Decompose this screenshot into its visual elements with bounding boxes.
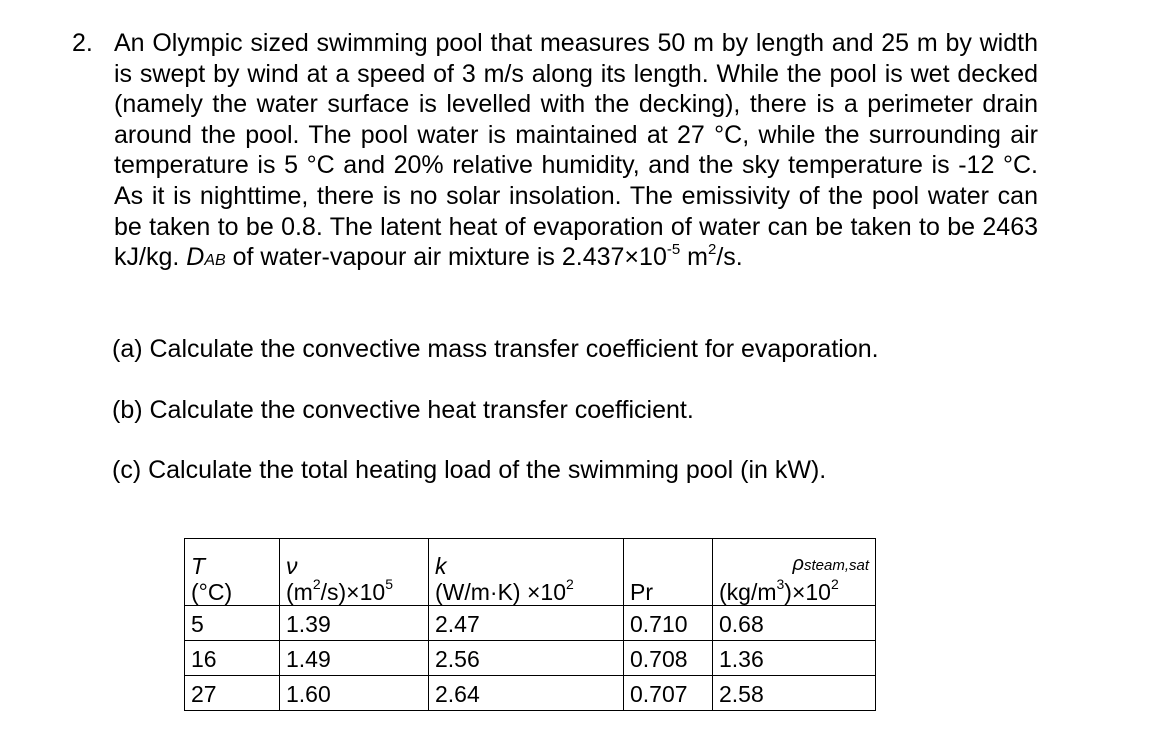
cell-temperature: 16 [185,641,280,676]
table-row [185,641,876,676]
question-parts [112,334,879,516]
problem-number: 2. [72,29,93,57]
cell-prandtl: 0.710 [624,606,713,641]
cell-viscosity: 1.49 [280,641,429,676]
question-part-c: (c) Calculate the total heating load of the swimming pool (in kW). [112,456,827,484]
diffusivity-symbol: DAB [186,243,226,272]
header-thermal-conductivity: k $(W/m\cdot K) \times 10^2$ [429,539,624,606]
table-row [185,606,876,641]
cell-density: 1.36 [713,641,876,676]
cell-conductivity: 2.47 [429,606,624,641]
question-part-a: (a) Calculate the convective mass transfer coefficient for evaporation. [112,335,879,363]
header-prandtl: Pr [624,539,713,606]
header-steam-density: ρsteam,sat $(kg/m^3)\times 10^2$ [713,539,876,606]
question-part-b: (b) Calculate the convective heat transfer coefficient. [112,395,694,424]
cell-temperature: 5 [185,606,280,641]
cell-density: 0.68 [713,606,876,641]
problem-2 [72,28,1038,273]
diffusivity-text: of water-vapour air mixture is 2.437×10 [225,243,667,272]
cell-conductivity: 2.56 [429,641,624,676]
property-table [184,538,876,711]
header-temperature: T (°C) [185,539,280,606]
cell-conductivity: 2.64 [429,676,624,711]
cell-temperature: 27 [185,676,280,711]
table-row [185,676,876,711]
problem-statement: An Olympic sized swimming pool that measures 50 m by length and 25 m by width is swept by wind at a speed of 3 m/s along its length. While the pool is wet decked (namely the water surface is levelled with the decking), there is a perimeter drain around the pool. The pool water is maintained at 27 °C, while the surrounding air temperature is 5 °C and 20% relative humidity, and the sky temperature is -12 °C. As it is nighttime, there is no solar insolation. The emissivity of the pool water can be taken to be 0.8. The latent heat of evaporation of water can be taken to be 2463 kJ/kg. DAB of water-vapour air mixture is $2.437\times 10^{-5}$ $m^2/s$. [114,29,1038,272]
cell-viscosity: 1.60 [280,676,429,711]
problem-paragraph: An Olympic sized swimming pool that measures 50 m by length and 25 m by width is swept by wind at a speed of 3 m/s along its length. While the pool is wet decked (namely the water surface is levelled with the decking), there is a perimeter drain around the pool. The pool water is maintained at 27 °C, while the surrounding air temperature is 5 °C and 20% relative humidity, and the sky temperature is -12 °C. As it is nighttime, there is no solar insolation. The emissivity of the pool water can be taken to be 0.8. The latent heat of evaporation of water can be taken to be 2463 kJ/kg. [114,29,1038,272]
header-kinematic-viscosity: ν $(m^2/s)\times 10^5$ [280,539,429,606]
cell-prandtl: 0.707 [624,676,713,711]
table-header-row [185,539,876,606]
diffusivity-exponent: -5 [666,240,681,258]
cell-density: 2.58 [713,676,876,711]
cell-viscosity: 1.39 [280,606,429,641]
cell-prandtl: 0.708 [624,641,713,676]
